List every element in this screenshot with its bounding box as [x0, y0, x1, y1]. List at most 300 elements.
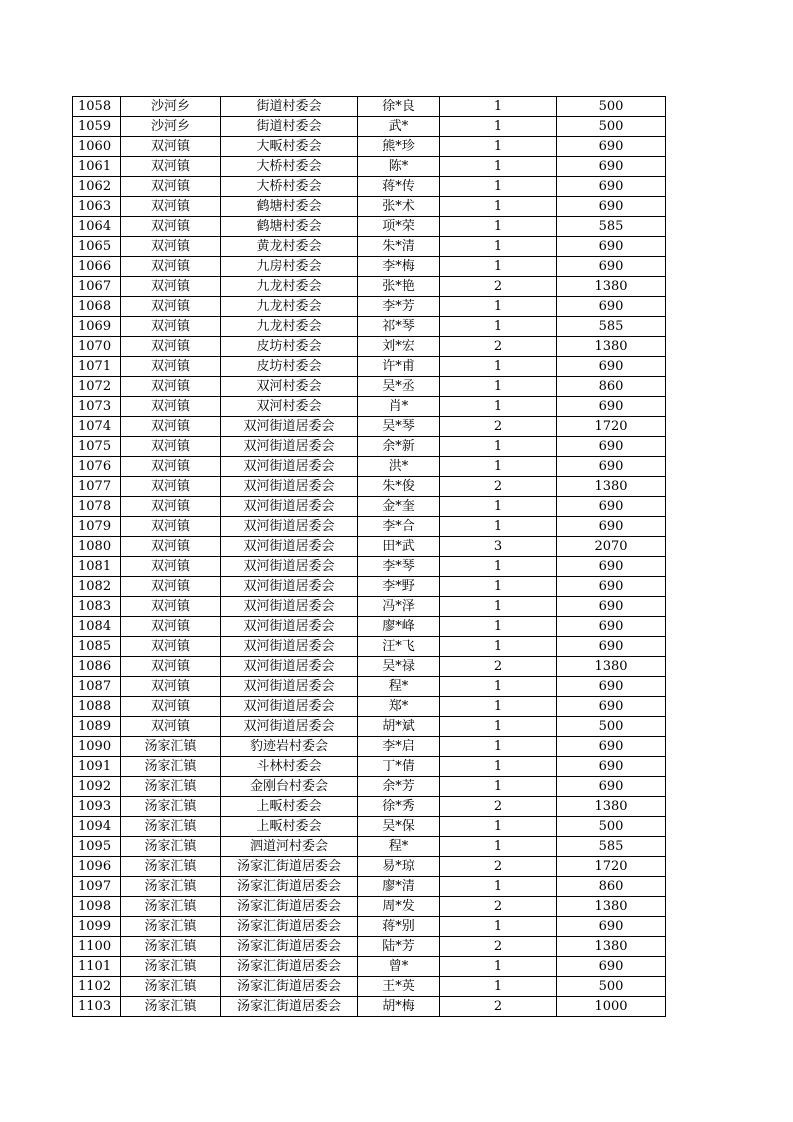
township-cell: 双河镇	[121, 357, 221, 377]
count-cell: 1	[440, 317, 557, 337]
township-cell: 双河镇	[121, 157, 221, 177]
township-cell: 汤家汇镇	[121, 997, 221, 1017]
committee-cell: 大桥村委会	[221, 157, 358, 177]
township-cell: 双河镇	[121, 517, 221, 537]
count-cell: 1	[440, 437, 557, 457]
row-number-cell: 1085	[73, 637, 121, 657]
name-cell: 廖*清	[358, 877, 440, 897]
township-cell: 双河镇	[121, 297, 221, 317]
committee-cell: 双河街道居委会	[221, 657, 358, 677]
table-row	[73, 577, 666, 597]
row-number-cell: 1089	[73, 717, 121, 737]
row-number-cell: 1073	[73, 397, 121, 417]
count-cell: 2	[440, 897, 557, 917]
committee-cell: 双河街道居委会	[221, 517, 358, 537]
amount-cell: 690	[557, 917, 666, 937]
amount-cell: 690	[557, 517, 666, 537]
table-row	[73, 537, 666, 557]
amount-cell: 690	[557, 597, 666, 617]
amount-cell: 1720	[557, 857, 666, 877]
row-number-cell: 1060	[73, 137, 121, 157]
count-cell: 3	[440, 537, 557, 557]
table-row	[73, 257, 666, 277]
table-row	[73, 377, 666, 397]
committee-cell: 九房村委会	[221, 257, 358, 277]
table-row	[73, 677, 666, 697]
row-number-cell: 1096	[73, 857, 121, 877]
count-cell: 1	[440, 517, 557, 537]
row-number-cell: 1067	[73, 277, 121, 297]
committee-cell: 汤家汇街道居委会	[221, 877, 358, 897]
table-row	[73, 277, 666, 297]
amount-cell: 690	[557, 497, 666, 517]
name-cell: 朱*清	[358, 237, 440, 257]
row-number-cell: 1094	[73, 817, 121, 837]
amount-cell: 690	[557, 297, 666, 317]
committee-cell: 九龙村委会	[221, 317, 358, 337]
committee-cell: 双河街道居委会	[221, 697, 358, 717]
committee-cell: 皮坊村委会	[221, 337, 358, 357]
row-number-cell: 1100	[73, 937, 121, 957]
township-cell: 双河镇	[121, 697, 221, 717]
amount-cell: 2070	[557, 537, 666, 557]
row-number-cell: 1075	[73, 437, 121, 457]
name-cell: 郑*	[358, 697, 440, 717]
amount-cell: 690	[557, 457, 666, 477]
committee-cell: 街道村委会	[221, 97, 358, 117]
row-number-cell: 1099	[73, 917, 121, 937]
count-cell: 1	[440, 457, 557, 477]
count-cell: 1	[440, 777, 557, 797]
name-cell: 朱*俊	[358, 477, 440, 497]
township-cell: 汤家汇镇	[121, 817, 221, 837]
table-row	[73, 957, 666, 977]
township-cell: 双河镇	[121, 497, 221, 517]
count-cell: 1	[440, 297, 557, 317]
township-cell: 汤家汇镇	[121, 737, 221, 757]
table-row	[73, 817, 666, 837]
table-row	[73, 557, 666, 577]
table-row	[73, 397, 666, 417]
name-cell: 金*奎	[358, 497, 440, 517]
row-number-cell: 1088	[73, 697, 121, 717]
name-cell: 丁*倩	[358, 757, 440, 777]
count-cell: 1	[440, 197, 557, 217]
row-number-cell: 1091	[73, 757, 121, 777]
amount-cell: 1380	[557, 337, 666, 357]
township-cell: 汤家汇镇	[121, 797, 221, 817]
township-cell: 双河镇	[121, 537, 221, 557]
name-cell: 熊*珍	[358, 137, 440, 157]
name-cell: 刘*宏	[358, 337, 440, 357]
table-row	[73, 977, 666, 997]
row-number-cell: 1084	[73, 617, 121, 637]
committee-cell: 皮坊村委会	[221, 357, 358, 377]
name-cell: 蒋*别	[358, 917, 440, 937]
amount-cell: 690	[557, 257, 666, 277]
township-cell: 双河镇	[121, 397, 221, 417]
table-row	[73, 417, 666, 437]
amount-cell: 1720	[557, 417, 666, 437]
row-number-cell: 1082	[73, 577, 121, 597]
count-cell: 1	[440, 377, 557, 397]
table-row	[73, 837, 666, 857]
name-cell: 张*术	[358, 197, 440, 217]
committee-cell: 双河街道居委会	[221, 557, 358, 577]
name-cell: 祁*琴	[358, 317, 440, 337]
township-cell: 双河镇	[121, 137, 221, 157]
committee-cell: 双河街道居委会	[221, 637, 358, 657]
row-number-cell: 1071	[73, 357, 121, 377]
amount-cell: 690	[557, 617, 666, 637]
committee-cell: 汤家汇街道居委会	[221, 977, 358, 997]
row-number-cell: 1095	[73, 837, 121, 857]
table-row	[73, 217, 666, 237]
table-row	[73, 717, 666, 737]
table-row	[73, 517, 666, 537]
committee-cell: 双河街道居委会	[221, 437, 358, 457]
name-cell: 许*甫	[358, 357, 440, 377]
committee-cell: 黄龙村委会	[221, 237, 358, 257]
count-cell: 1	[440, 957, 557, 977]
count-cell: 2	[440, 997, 557, 1017]
table-body	[73, 97, 666, 1017]
amount-cell: 860	[557, 877, 666, 897]
amount-cell: 690	[557, 137, 666, 157]
amount-cell: 690	[557, 437, 666, 457]
table-row	[73, 897, 666, 917]
row-number-cell: 1068	[73, 297, 121, 317]
name-cell: 曾*	[358, 957, 440, 977]
committee-cell: 双河街道居委会	[221, 677, 358, 697]
township-cell: 双河镇	[121, 177, 221, 197]
table-row	[73, 177, 666, 197]
count-cell: 1	[440, 157, 557, 177]
township-cell: 汤家汇镇	[121, 897, 221, 917]
table-row	[73, 637, 666, 657]
name-cell: 徐*秀	[358, 797, 440, 817]
name-cell: 张*艳	[358, 277, 440, 297]
row-number-cell: 1098	[73, 897, 121, 917]
name-cell: 胡*斌	[358, 717, 440, 737]
table-row	[73, 917, 666, 937]
township-cell: 沙河乡	[121, 117, 221, 137]
amount-cell: 1000	[557, 997, 666, 1017]
name-cell: 李*芳	[358, 297, 440, 317]
name-cell: 程*	[358, 837, 440, 857]
row-number-cell: 1080	[73, 537, 121, 557]
row-number-cell: 1087	[73, 677, 121, 697]
committee-cell: 九龙村委会	[221, 297, 358, 317]
amount-cell: 585	[557, 317, 666, 337]
township-cell: 双河镇	[121, 337, 221, 357]
township-cell: 汤家汇镇	[121, 957, 221, 977]
township-cell: 汤家汇镇	[121, 977, 221, 997]
row-number-cell: 1090	[73, 737, 121, 757]
amount-cell: 690	[557, 157, 666, 177]
count-cell: 1	[440, 677, 557, 697]
count-cell: 1	[440, 577, 557, 597]
amount-cell: 690	[557, 777, 666, 797]
table-row	[73, 117, 666, 137]
table-row	[73, 237, 666, 257]
table-row	[73, 137, 666, 157]
amount-cell: 690	[557, 197, 666, 217]
township-cell: 汤家汇镇	[121, 857, 221, 877]
committee-cell: 双河街道居委会	[221, 617, 358, 637]
township-cell: 双河镇	[121, 377, 221, 397]
name-cell: 胡*梅	[358, 997, 440, 1017]
amount-cell: 690	[557, 397, 666, 417]
table-row	[73, 337, 666, 357]
count-cell: 1	[440, 557, 557, 577]
township-cell: 双河镇	[121, 677, 221, 697]
committee-cell: 街道村委会	[221, 117, 358, 137]
committee-cell: 鹤塘村委会	[221, 217, 358, 237]
committee-cell: 汤家汇街道居委会	[221, 897, 358, 917]
count-cell: 2	[440, 477, 557, 497]
count-cell: 1	[440, 217, 557, 237]
count-cell: 1	[440, 697, 557, 717]
township-cell: 双河镇	[121, 277, 221, 297]
count-cell: 1	[440, 117, 557, 137]
row-number-cell: 1070	[73, 337, 121, 357]
amount-cell: 585	[557, 217, 666, 237]
row-number-cell: 1083	[73, 597, 121, 617]
amount-cell: 500	[557, 817, 666, 837]
count-cell: 1	[440, 97, 557, 117]
row-number-cell: 1058	[73, 97, 121, 117]
committee-cell: 双河街道居委会	[221, 497, 358, 517]
name-cell: 余*芳	[358, 777, 440, 797]
name-cell: 李*琴	[358, 557, 440, 577]
township-cell: 汤家汇镇	[121, 877, 221, 897]
name-cell: 李*启	[358, 737, 440, 757]
count-cell: 1	[440, 357, 557, 377]
row-number-cell: 1081	[73, 557, 121, 577]
committee-cell: 双河街道居委会	[221, 457, 358, 477]
name-cell: 李*野	[358, 577, 440, 597]
committee-cell: 豹迹岩村委会	[221, 737, 358, 757]
count-cell: 1	[440, 917, 557, 937]
amount-cell: 1380	[557, 277, 666, 297]
count-cell: 2	[440, 277, 557, 297]
amount-cell: 690	[557, 677, 666, 697]
name-cell: 周*发	[358, 897, 440, 917]
township-cell: 双河镇	[121, 477, 221, 497]
table-row	[73, 657, 666, 677]
count-cell: 1	[440, 737, 557, 757]
count-cell: 1	[440, 397, 557, 417]
amount-cell: 1380	[557, 897, 666, 917]
committee-cell: 双河街道居委会	[221, 477, 358, 497]
row-number-cell: 1092	[73, 777, 121, 797]
township-cell: 双河镇	[121, 257, 221, 277]
row-number-cell: 1077	[73, 477, 121, 497]
amount-cell: 500	[557, 97, 666, 117]
township-cell: 双河镇	[121, 557, 221, 577]
table-row	[73, 937, 666, 957]
table-row	[73, 437, 666, 457]
committee-cell: 汤家汇街道居委会	[221, 917, 358, 937]
amount-cell: 690	[557, 577, 666, 597]
table-row	[73, 457, 666, 477]
table-row	[73, 297, 666, 317]
count-cell: 1	[440, 977, 557, 997]
row-number-cell: 1076	[73, 457, 121, 477]
name-cell: 冯*泽	[358, 597, 440, 617]
township-cell: 双河镇	[121, 457, 221, 477]
name-cell: 余*新	[358, 437, 440, 457]
row-number-cell: 1102	[73, 977, 121, 997]
name-cell: 廖*峰	[358, 617, 440, 637]
name-cell: 李*合	[358, 517, 440, 537]
township-cell: 汤家汇镇	[121, 937, 221, 957]
count-cell: 1	[440, 877, 557, 897]
count-cell: 1	[440, 757, 557, 777]
row-number-cell: 1059	[73, 117, 121, 137]
name-cell: 易*琼	[358, 857, 440, 877]
table-row	[73, 597, 666, 617]
count-cell: 1	[440, 137, 557, 157]
row-number-cell: 1066	[73, 257, 121, 277]
count-cell: 1	[440, 717, 557, 737]
township-cell: 汤家汇镇	[121, 837, 221, 857]
township-cell: 双河镇	[121, 577, 221, 597]
committee-cell: 上畈村委会	[221, 817, 358, 837]
row-number-cell: 1079	[73, 517, 121, 537]
row-number-cell: 1065	[73, 237, 121, 257]
row-number-cell: 1093	[73, 797, 121, 817]
table-row	[73, 617, 666, 637]
table-row	[73, 497, 666, 517]
count-cell: 1	[440, 817, 557, 837]
row-number-cell: 1103	[73, 997, 121, 1017]
township-cell: 双河镇	[121, 237, 221, 257]
committee-cell: 双河村委会	[221, 397, 358, 417]
count-cell: 2	[440, 937, 557, 957]
township-cell: 双河镇	[121, 637, 221, 657]
township-cell: 双河镇	[121, 597, 221, 617]
committee-cell: 双河街道居委会	[221, 417, 358, 437]
amount-cell: 860	[557, 377, 666, 397]
count-cell: 1	[440, 637, 557, 657]
township-cell: 双河镇	[121, 617, 221, 637]
committee-cell: 泗道河村委会	[221, 837, 358, 857]
committee-cell: 鹤塘村委会	[221, 197, 358, 217]
count-cell: 1	[440, 257, 557, 277]
name-cell: 吴*丞	[358, 377, 440, 397]
amount-cell: 690	[557, 557, 666, 577]
row-number-cell: 1063	[73, 197, 121, 217]
amount-cell: 1380	[557, 477, 666, 497]
committee-cell: 斗林村委会	[221, 757, 358, 777]
township-cell: 汤家汇镇	[121, 917, 221, 937]
amount-cell: 585	[557, 837, 666, 857]
table-row	[73, 857, 666, 877]
committee-cell: 汤家汇街道居委会	[221, 857, 358, 877]
count-cell: 2	[440, 797, 557, 817]
row-number-cell: 1074	[73, 417, 121, 437]
committee-cell: 大畈村委会	[221, 137, 358, 157]
name-cell: 蒋*传	[358, 177, 440, 197]
count-cell: 2	[440, 657, 557, 677]
count-cell: 1	[440, 237, 557, 257]
township-cell: 双河镇	[121, 317, 221, 337]
committee-cell: 双河街道居委会	[221, 717, 358, 737]
table-row	[73, 797, 666, 817]
township-cell: 双河镇	[121, 217, 221, 237]
name-cell: 武*	[358, 117, 440, 137]
amount-cell: 690	[557, 357, 666, 377]
name-cell: 陆*芳	[358, 937, 440, 957]
table-row	[73, 997, 666, 1017]
committee-cell: 汤家汇街道居委会	[221, 957, 358, 977]
table-row	[73, 157, 666, 177]
township-cell: 双河镇	[121, 437, 221, 457]
count-cell: 1	[440, 497, 557, 517]
committee-cell: 双河村委会	[221, 377, 358, 397]
amount-cell: 690	[557, 697, 666, 717]
township-cell: 汤家汇镇	[121, 757, 221, 777]
table-row	[73, 197, 666, 217]
name-cell: 洪*	[358, 457, 440, 477]
name-cell: 徐*良	[358, 97, 440, 117]
table-row	[73, 697, 666, 717]
table-row	[73, 317, 666, 337]
name-cell: 吴*禄	[358, 657, 440, 677]
name-cell: 王*英	[358, 977, 440, 997]
row-number-cell: 1064	[73, 217, 121, 237]
committee-cell: 大桥村委会	[221, 177, 358, 197]
amount-cell: 500	[557, 717, 666, 737]
amount-cell: 690	[557, 737, 666, 757]
count-cell: 1	[440, 177, 557, 197]
row-number-cell: 1069	[73, 317, 121, 337]
row-number-cell: 1097	[73, 877, 121, 897]
name-cell: 陈*	[358, 157, 440, 177]
township-cell: 双河镇	[121, 197, 221, 217]
committee-cell: 双河街道居委会	[221, 537, 358, 557]
table-row	[73, 737, 666, 757]
township-cell: 双河镇	[121, 417, 221, 437]
table-row	[73, 357, 666, 377]
row-number-cell: 1078	[73, 497, 121, 517]
count-cell: 2	[440, 417, 557, 437]
name-cell: 吴*琴	[358, 417, 440, 437]
count-cell: 2	[440, 857, 557, 877]
amount-cell: 500	[557, 977, 666, 997]
amount-cell: 1380	[557, 937, 666, 957]
township-cell: 双河镇	[121, 717, 221, 737]
amount-cell: 690	[557, 637, 666, 657]
table-row	[73, 757, 666, 777]
table-row	[73, 97, 666, 117]
table-row	[73, 477, 666, 497]
count-cell: 1	[440, 617, 557, 637]
amount-cell: 690	[557, 177, 666, 197]
committee-cell: 双河街道居委会	[221, 597, 358, 617]
amount-cell: 1380	[557, 657, 666, 677]
name-cell: 田*武	[358, 537, 440, 557]
amount-cell: 690	[557, 237, 666, 257]
table-row	[73, 877, 666, 897]
name-cell: 汪*飞	[358, 637, 440, 657]
count-cell: 1	[440, 597, 557, 617]
name-cell: 程*	[358, 677, 440, 697]
committee-cell: 上畈村委会	[221, 797, 358, 817]
township-cell: 双河镇	[121, 657, 221, 677]
